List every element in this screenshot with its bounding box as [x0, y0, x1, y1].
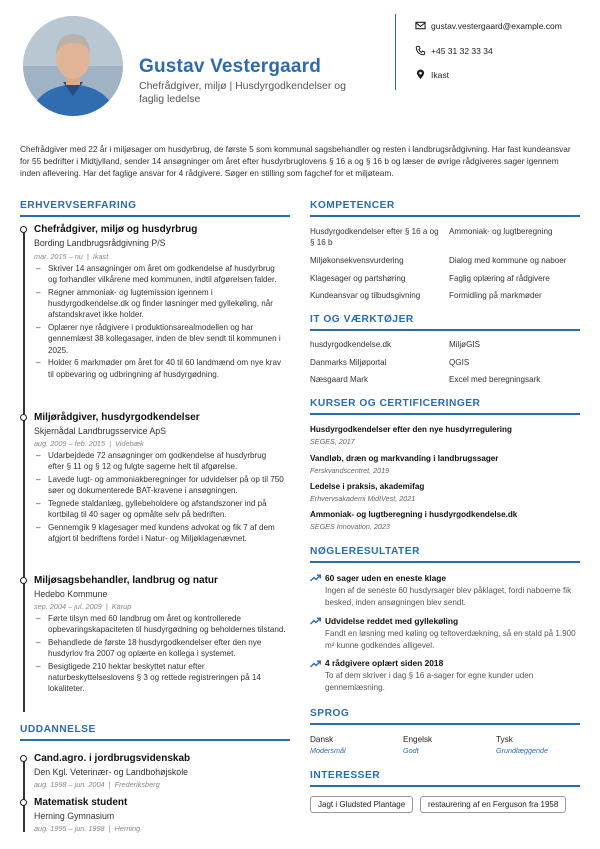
section-experience-rule	[20, 215, 290, 217]
section-skills-rule	[310, 215, 580, 217]
achievement-title: 4 rådgivere oplært siden 2018	[325, 658, 444, 668]
skill-item: Faglig oplæring af rådgivere	[449, 274, 550, 283]
job-bullet: – Behandlede de første 18 husdyrgodkendelser efter den nye husdyrlov fra 2007 og oplærte en kollega i systemet.	[36, 637, 286, 659]
achievement-title: 60 sager uden en eneste klage	[325, 573, 447, 583]
education-school: Den Kgl. Veterinær- og Landbohøjskole	[34, 767, 189, 777]
skill-item: Kundeansvar og tilbudsgivning	[310, 291, 421, 300]
language-name: Engelsk	[403, 735, 433, 744]
skill-item: Ammoniak- og lugtberegning	[449, 227, 553, 236]
education-dates: aug. 1998 – jun. 2004	[34, 780, 105, 789]
job-bullet: – Regner ammoniak- og lugtemission igennem i husdyrgodkendelse.dk og finder løsninger med gyllekøling, når afstandskravet ikke holder.	[36, 287, 284, 321]
job-bullets	[36, 450, 284, 546]
trend-up-icon	[310, 660, 321, 668]
envelope-icon	[415, 20, 426, 31]
skill-item: Klagesager og partshøring	[310, 274, 406, 283]
education-title: Cand.agro. i jordbrugsvidenskab	[34, 753, 191, 764]
course-meta: Ferskvandscentret, 2019	[310, 466, 390, 475]
education-place: Frederiksberg	[114, 780, 160, 789]
tool-item: QGIS	[449, 358, 470, 367]
contact-email-text: gustav.vestergaard@example.com	[431, 21, 562, 31]
language-name: Dansk	[310, 735, 334, 744]
contact-location-text: Ikast	[431, 70, 449, 80]
job-bullet: – Gennemgik 9 klagesager med kundens advokat og fik 7 af dem afgjort til bedriftens fordel i Natur- og Miljøklagenævnet.	[36, 522, 284, 544]
education-meta: aug. 1995 – jun. 1998 | Herning	[34, 824, 141, 833]
skill-item: Miljøkonsekvensvurdering	[310, 256, 404, 265]
header-divider	[395, 14, 396, 90]
education-school: Herning Gymnasium	[34, 811, 115, 821]
course-title: Ledelse i praksis, akademifag	[310, 482, 425, 491]
language-level: Grundlæggende	[496, 746, 548, 755]
education-timeline	[23, 760, 25, 832]
language-name: Tysk	[496, 735, 513, 744]
section-courses-rule	[310, 413, 580, 415]
job-bullets	[36, 613, 286, 696]
job-meta: mar. 2015 – nu | Ikast	[34, 252, 109, 261]
job-company: Skjernådal Landbrugsservice ApS	[34, 426, 167, 436]
education-title: Matematisk student	[34, 797, 128, 808]
job-title: Miljøsagsbehandler, landbrug og natur	[34, 575, 218, 586]
timeline-dot	[20, 799, 27, 806]
job-title: Miljørådgiver, husdyrgodkendelser	[34, 412, 200, 423]
job-place: Videbæk	[115, 439, 144, 448]
contact-phone-text: +45 31 32 33 34	[431, 46, 493, 56]
profile-summary: Chefrådgiver med 22 år i miljøsager om husdyrbrug, de første 5 som kommunal sagsbehandler og resten i landbrugsrådgivning. Har fast kundeansvar for 55 bedrifter i Midtjylland, sender 14 ansøgninger om året efter husdyrbruglovens § 16 a og § 16 b og læser de øvrige rådgiveres sager igennem inden aflevering. Har det faglige ansvar for 4 rådgivere. Søger en stilling som fagchef for et miljøteam.	[20, 144, 571, 179]
section-tools-heading: IT OG VÆRKTØJER	[310, 314, 414, 325]
skills-grid	[310, 226, 580, 306]
person-name: Gustav Vestergaard	[139, 56, 322, 77]
education-meta: aug. 1998 – jun. 2004 | Frederiksberg	[34, 780, 160, 789]
job-bullet: – Oplærer nye rådgivere i produktionsarealmodellen og har gennemlæst 38 kollegasager, inden de blev sendt til kommunen i 2025.	[36, 322, 284, 356]
tool-item: husdyrgodkendelse.dk	[310, 340, 391, 349]
job-place: Karup	[111, 602, 132, 611]
skill-item: Husdyrgodkendelser efter § 16 a og § 16 b	[310, 227, 439, 247]
job-bullet: – Holder 6 markmøder om året for 40 til 60 landmænd om nye krav til opbevaring og udbringning af husdyrgødning.	[36, 357, 284, 379]
skill-item: Formidling på markmøder	[449, 291, 542, 300]
job-bullet: – Tegnede staldanlæg, gyllebeholdere og afstandszoner ind på kortbilag til 40 sager og opmålte selv på bedriften.	[36, 498, 284, 520]
tool-item: Næsgaard Mark	[310, 375, 369, 384]
job-bullet: – Lavede lugt- og ammoniakberegninger for udvidelser på op til 750 søer og dokumenterede BAT-kravene i ansøgningen.	[36, 474, 284, 496]
job-meta: sep. 2004 – jul. 2009 | Karup	[34, 602, 132, 611]
education-dates: aug. 1995 – jun. 1998	[34, 824, 105, 833]
achievement-desc: Ingen af de seneste 60 husdyrsager blev påklaget, fordi naboerne fik besked, inden ansøgningen blev sendt.	[325, 586, 572, 607]
timeline-dot	[20, 577, 27, 584]
section-tools-rule	[310, 329, 580, 331]
course-meta: Erhvervsakademi MidtVest, 2021	[310, 494, 416, 503]
job-dates: mar. 2015 – nu	[34, 252, 83, 261]
section-languages-heading: SPROG	[310, 708, 350, 719]
tool-item: Danmarks Miljøportal	[310, 358, 387, 367]
phone-icon	[415, 45, 426, 56]
job-meta: aug. 2009 – feb. 2015 | Videbæk	[34, 439, 144, 448]
section-achievements-rule	[310, 561, 580, 563]
section-achievements-heading: NØGLERESULTATER	[310, 546, 420, 557]
job-title: Chefrådgiver, miljø og husdyrbrug	[34, 224, 198, 235]
experience-timeline	[23, 232, 25, 712]
timeline-dot	[20, 755, 27, 762]
course-title: Ammoniak- og lugtberegning i husdyrgodkendelse.dk	[310, 510, 518, 519]
job-bullet: – Skriver 14 ansøgninger om året om godkendelse af husdyrbrug og forhandler vilkårene med kommunen, indtil afgørelsen falder.	[36, 263, 284, 285]
section-education-heading: UDDANNELSE	[20, 724, 96, 735]
section-courses-heading: KURSER OG CERTIFICERINGER	[310, 398, 481, 409]
course-title: Husdyrgodkendelser efter den nye husdyrregulering	[310, 425, 512, 434]
interest-tag: Jagt i Gludsted Plantage	[310, 796, 413, 813]
job-place: Ikast	[92, 252, 109, 261]
job-dates: aug. 2009 – feb. 2015	[34, 439, 106, 448]
job-bullet: – Førte tilsyn med 60 landbrug om året og kontrollerede opbevaringskapaciteten til husdyrgødning og beholdernes tilstand.	[36, 613, 286, 635]
job-bullet: – Besigtigede 210 hektar beskyttet natur efter naturbeskyttelseslovens § 3 og rettede registreringen på 14 lokaliteter.	[36, 661, 286, 695]
tool-item: MiljøGIS	[449, 340, 481, 349]
job-bullet: – Udarbejdede 72 ansøgninger om godkendelse af husdyrbrug efter § 11 og § 12 og fulgte sagerne helt til afgørelse.	[36, 450, 284, 472]
timeline-dot	[20, 226, 27, 233]
job-company: Hedebo Kommune	[34, 589, 108, 599]
section-skills-heading: KOMPETENCER	[310, 200, 395, 211]
section-languages-rule	[310, 723, 580, 725]
job-company: Bording Landbrugsrådgivning P/S	[34, 238, 166, 248]
language-level: Godt	[403, 746, 419, 755]
skill-item: Dialog med kommune og naboer	[449, 256, 567, 265]
profile-photo	[23, 16, 123, 116]
trend-up-icon	[310, 574, 321, 582]
trend-up-icon	[310, 617, 321, 625]
course-meta: SEGES, 2017	[310, 437, 355, 446]
job-bullets	[36, 263, 284, 381]
section-experience-heading: ERHVERVSERFARING	[20, 200, 137, 211]
timeline-dot	[20, 414, 27, 421]
section-interests-rule	[310, 785, 580, 787]
map-pin-icon	[415, 69, 426, 80]
job-dates: sep. 2004 – jul. 2009	[34, 602, 102, 611]
achievement-title: Udvidelse reddet med gyllekøling	[325, 616, 459, 626]
interest-tag: restaurering af en Ferguson fra 1958	[420, 796, 566, 813]
section-interests-heading: INTERESSER	[310, 770, 381, 781]
section-education-rule	[20, 739, 290, 741]
tool-item: Excel med beregningsark	[449, 375, 541, 384]
tools-grid	[310, 339, 580, 387]
course-title: Vandløb, dræn og markvanding i landbrugssager	[310, 454, 499, 463]
person-role: Chefrådgiver, miljø | Husdyrgodkendelser og faglig ledelse	[139, 80, 346, 105]
language-level: Modersmål	[310, 746, 346, 755]
achievement-desc: To af dem skriver i dag § 16 a-sager for egne kunder uden gennemlæsning.	[325, 671, 534, 692]
achievement-desc: Fandt en løsning med køling og teltoverdækning, så en stald på 1.900 m² kunne godkendes alligevel.	[325, 629, 576, 650]
education-place: Herning	[114, 824, 141, 833]
course-meta: SEGES Innovation, 2023	[310, 522, 390, 531]
